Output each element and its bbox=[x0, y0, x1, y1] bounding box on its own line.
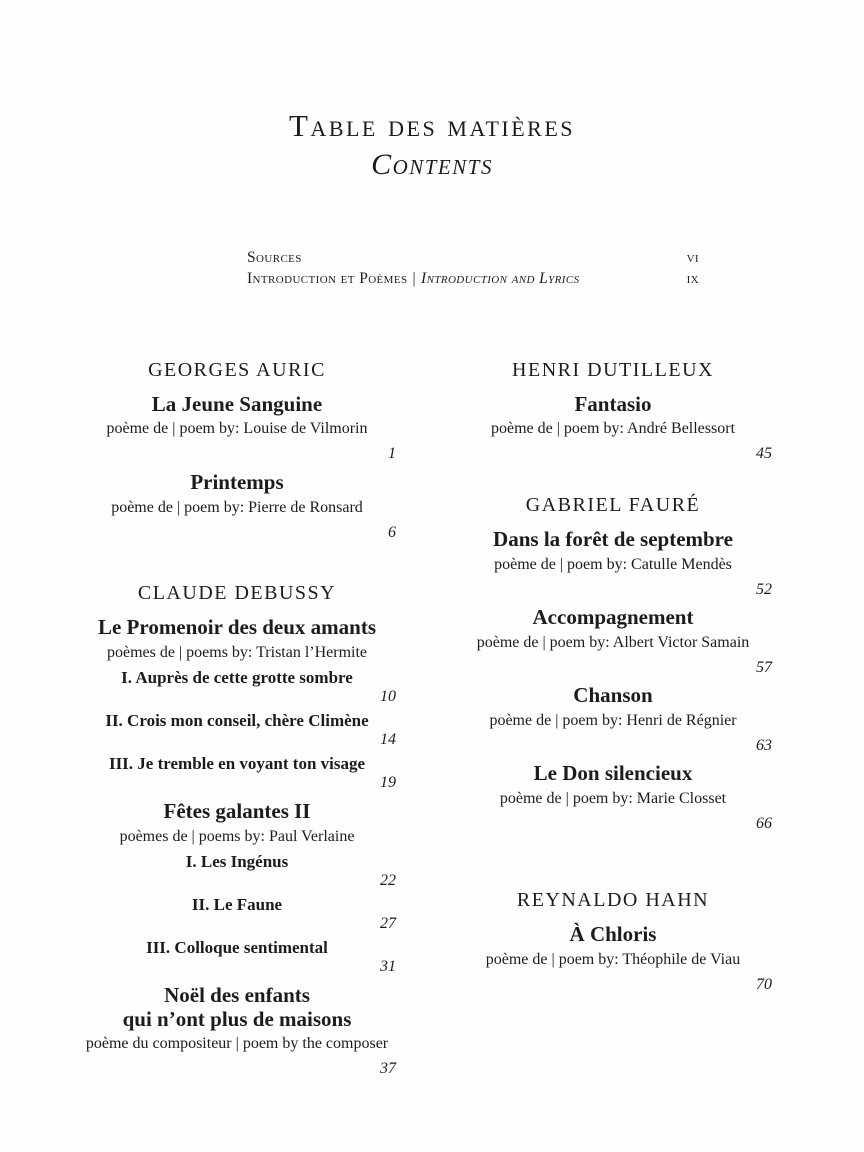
work-credit: poème de | poem by: Henri de Régnier bbox=[489, 711, 737, 729]
work-title: Le Don silencieux bbox=[533, 761, 693, 786]
work-credit: poème de | poem by: Marie Closset bbox=[499, 789, 727, 807]
work-entry bbox=[448, 684, 778, 754]
front-matter-row bbox=[247, 269, 699, 288]
movement-entry bbox=[72, 668, 402, 706]
work-credit: poème de | poem by: André Bellessort bbox=[490, 420, 736, 438]
work-entry bbox=[72, 800, 402, 976]
work-title: Chanson bbox=[573, 683, 653, 708]
page-number: 45 bbox=[756, 445, 772, 463]
work-entry bbox=[72, 984, 402, 1078]
work-title: La Jeune Sanguine bbox=[151, 391, 323, 416]
page-number: 52 bbox=[756, 580, 772, 598]
work-title: À Chloris bbox=[569, 922, 657, 947]
front-matter-page-number: ix bbox=[686, 269, 699, 287]
page-number: 37 bbox=[380, 1060, 396, 1078]
movement-entry bbox=[72, 711, 402, 749]
work-credit: poème de | poem by: Louise de Vilmorin bbox=[106, 420, 368, 438]
front-matter-row bbox=[247, 248, 699, 267]
work-title: Noël des enfants bbox=[164, 982, 310, 1007]
page-number: 19 bbox=[380, 774, 396, 792]
page-number: 27 bbox=[380, 915, 396, 933]
work-title: Accompagnement bbox=[532, 605, 694, 630]
work-credit: poèmes de | poems by: Tristan l’Hermite bbox=[106, 643, 368, 661]
work-entry bbox=[448, 528, 778, 598]
work-credit: poème de | poem by: Albert Victor Samain bbox=[476, 633, 750, 651]
page-number: 10 bbox=[380, 688, 396, 706]
toc-column-left bbox=[72, 358, 402, 1078]
movement-entry bbox=[72, 938, 402, 976]
page-number: 22 bbox=[380, 872, 396, 890]
work-entry bbox=[448, 393, 778, 463]
front-matter-label: Sources bbox=[247, 249, 302, 267]
page-number: 1 bbox=[388, 445, 396, 463]
front-matter-label bbox=[247, 269, 580, 288]
composer-section-faure bbox=[448, 493, 778, 832]
toc-columns bbox=[0, 358, 864, 1078]
work-credit: poème de | poem by: Théophile de Viau bbox=[485, 950, 741, 968]
page-number: 14 bbox=[380, 731, 396, 749]
work-credit: poème du compositeur | poem by the composer bbox=[85, 1035, 389, 1053]
page-title-english: Contents bbox=[371, 147, 493, 181]
movement-title: III. Je tremble en voyant ton visage bbox=[108, 753, 366, 773]
work-entry bbox=[72, 393, 402, 463]
work-entry bbox=[72, 616, 402, 792]
movement-entry bbox=[72, 852, 402, 890]
front-matter-page-number: vi bbox=[686, 249, 699, 267]
movement-list bbox=[72, 668, 402, 792]
composer-heading: GABRIEL FAURÉ bbox=[525, 494, 701, 516]
front-matter-label-french: Introduction et Poèmes bbox=[247, 269, 408, 287]
work-title: Printemps bbox=[190, 470, 284, 494]
work-title: Fantasio bbox=[574, 391, 652, 416]
toc-column-right bbox=[448, 358, 778, 1078]
work-credit: poème de | poem by: Catulle Mendès bbox=[494, 555, 732, 573]
movement-title: I. Les Ingénus bbox=[185, 851, 289, 871]
work-title-line2: qui n’ont plus de maisons bbox=[122, 1006, 352, 1031]
composer-heading: GEORGES AURIC bbox=[148, 358, 326, 381]
composer-section-auric bbox=[72, 358, 402, 541]
work-title: Dans la forêt de septembre bbox=[493, 527, 733, 551]
composer-section-debussy bbox=[72, 581, 402, 1078]
movement-title: II. Le Faune bbox=[191, 894, 283, 914]
movement-title: III. Colloque sentimental bbox=[146, 937, 328, 957]
work-credit: poème de | poem by: Pierre de Ronsard bbox=[111, 498, 363, 516]
movement-list bbox=[72, 852, 402, 976]
work-title: Le Promenoir des deux amants bbox=[97, 615, 377, 640]
movement-entry bbox=[72, 754, 402, 792]
front-matter-label-english: Introduction and Lyrics bbox=[421, 269, 580, 287]
page-number: 6 bbox=[388, 523, 396, 541]
composer-heading: REYNALDO HAHN bbox=[516, 889, 710, 912]
work-entry bbox=[448, 762, 778, 832]
page-number: 57 bbox=[756, 658, 772, 676]
composer-section-dutilleux bbox=[448, 358, 778, 463]
page-number: 63 bbox=[756, 736, 772, 754]
separator-pipe: | bbox=[412, 269, 417, 287]
movement-entry bbox=[72, 895, 402, 933]
composer-section-hahn bbox=[448, 888, 778, 993]
movement-title: I. Auprès de cette grotte sombre bbox=[121, 667, 353, 687]
work-entry bbox=[72, 471, 402, 541]
movement-title: II. Crois mon conseil, chère Climène bbox=[105, 710, 369, 730]
page-title-french: Table des matières bbox=[289, 108, 575, 143]
work-entry bbox=[448, 606, 778, 676]
work-credit: poèmes de | poems by: Paul Verlaine bbox=[119, 827, 355, 845]
work-title: Fêtes galantes II bbox=[163, 799, 311, 824]
composer-heading: HENRI DUTILLEUX bbox=[512, 358, 714, 381]
front-matter-list bbox=[247, 248, 699, 288]
composer-heading: CLAUDE DEBUSSY bbox=[137, 582, 337, 605]
page-number: 31 bbox=[380, 958, 396, 976]
page-number: 66 bbox=[756, 814, 772, 832]
page-number: 70 bbox=[756, 975, 772, 993]
work-entry bbox=[448, 923, 778, 993]
